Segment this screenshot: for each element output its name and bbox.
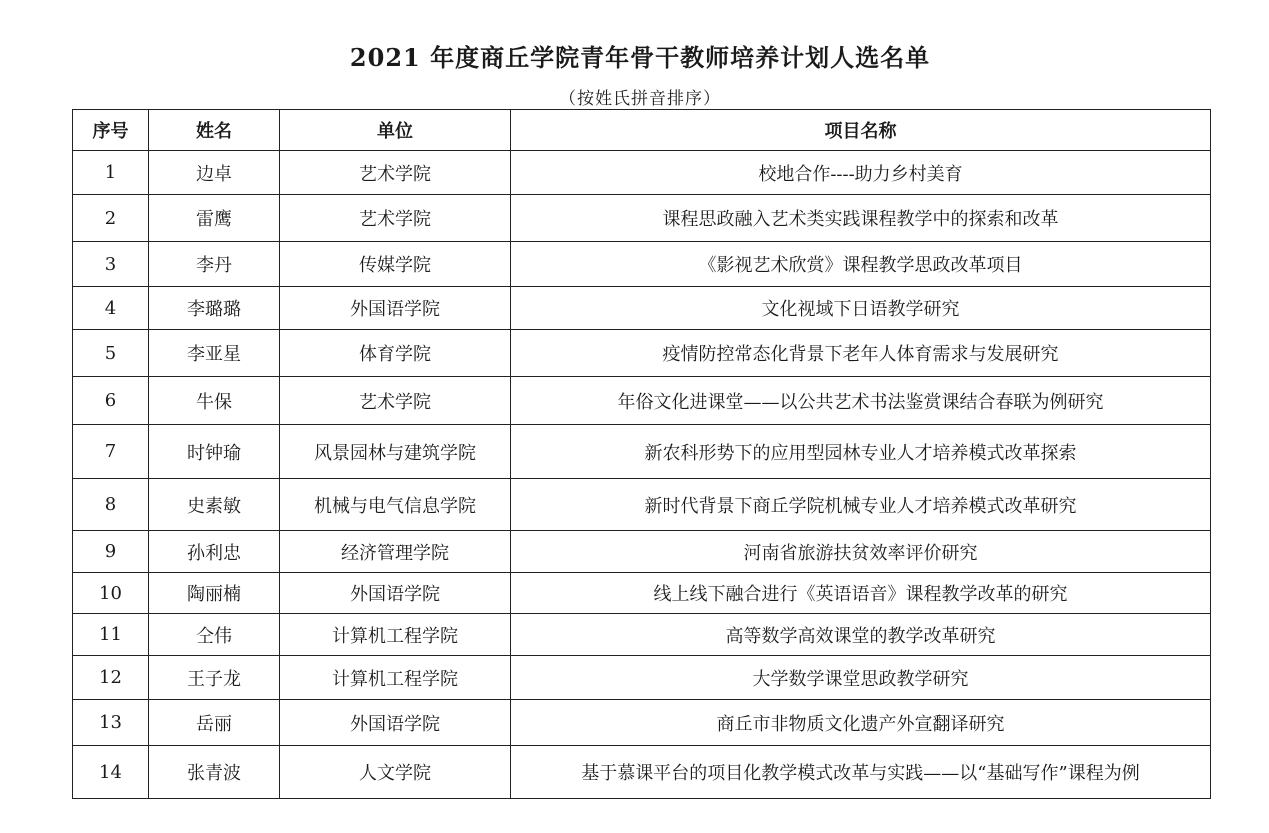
candidate-table bbox=[72, 109, 1211, 799]
header-name: 姓名 bbox=[149, 110, 280, 151]
cell-name: 边卓 bbox=[149, 151, 280, 195]
cell-project-name: 《影视艺术欣赏》课程教学思政改革项目 bbox=[511, 242, 1211, 287]
cell-unit: 艺术学院 bbox=[280, 195, 511, 242]
table-header-row bbox=[73, 110, 1211, 151]
cell-name: 李亚星 bbox=[149, 330, 280, 377]
cell-project-name: 基于慕课平台的项目化教学模式改革与实践——以“基础写作”课程为例 bbox=[511, 746, 1211, 799]
cell-project-name: 河南省旅游扶贫效率评价研究 bbox=[511, 531, 1211, 573]
cell-name: 仝伟 bbox=[149, 614, 280, 656]
cell-serial-number: 1 bbox=[73, 151, 149, 195]
cell-unit: 计算机工程学院 bbox=[280, 614, 511, 656]
header-serial-number: 序号 bbox=[73, 110, 149, 151]
cell-serial-number: 14 bbox=[73, 746, 149, 799]
cell-project-name: 年俗文化进课堂——以公共艺术书法鉴赏课结合春联为例研究 bbox=[511, 377, 1211, 425]
cell-serial-number: 7 bbox=[73, 425, 149, 479]
header-project-name: 项目名称 bbox=[511, 110, 1211, 151]
cell-serial-number: 5 bbox=[73, 330, 149, 377]
document-subtitle: （按姓氏拼音排序） bbox=[559, 89, 721, 109]
cell-unit: 风景园林与建筑学院 bbox=[280, 425, 511, 479]
cell-name: 王子龙 bbox=[149, 656, 280, 700]
cell-serial-number: 10 bbox=[73, 573, 149, 614]
cell-project-name: 文化视域下日语教学研究 bbox=[511, 287, 1211, 330]
header-unit: 单位 bbox=[280, 110, 511, 151]
table-row bbox=[73, 531, 1211, 573]
cell-unit: 计算机工程学院 bbox=[280, 656, 511, 700]
cell-project-name: 疫情防控常态化背景下老年人体育需求与发展研究 bbox=[511, 330, 1211, 377]
table-row bbox=[73, 195, 1211, 242]
cell-name: 李璐璐 bbox=[149, 287, 280, 330]
cell-serial-number: 13 bbox=[73, 700, 149, 746]
cell-name: 时钟瑜 bbox=[149, 425, 280, 479]
table-row bbox=[73, 330, 1211, 377]
cell-project-name: 高等数学高效课堂的教学改革研究 bbox=[511, 614, 1211, 656]
cell-name: 雷鹰 bbox=[149, 195, 280, 242]
cell-serial-number: 3 bbox=[73, 242, 149, 287]
table-row bbox=[73, 242, 1211, 287]
cell-unit: 机械与电气信息学院 bbox=[280, 479, 511, 531]
cell-name: 牛保 bbox=[149, 377, 280, 425]
cell-unit: 经济管理学院 bbox=[280, 531, 511, 573]
cell-unit: 外国语学院 bbox=[280, 573, 511, 614]
cell-unit: 艺术学院 bbox=[280, 151, 511, 195]
cell-unit: 外国语学院 bbox=[280, 700, 511, 746]
cell-name: 张青波 bbox=[149, 746, 280, 799]
cell-project-name: 大学数学课堂思政教学研究 bbox=[511, 656, 1211, 700]
table-row bbox=[73, 479, 1211, 531]
cell-unit: 体育学院 bbox=[280, 330, 511, 377]
cell-project-name: 商丘市非物质文化遗产外宣翻译研究 bbox=[511, 700, 1211, 746]
cell-name: 史素敏 bbox=[149, 479, 280, 531]
table-row bbox=[73, 614, 1211, 656]
table-row bbox=[73, 656, 1211, 700]
table-row bbox=[73, 700, 1211, 746]
table-row bbox=[73, 287, 1211, 330]
table-row bbox=[73, 151, 1211, 195]
table-row bbox=[73, 746, 1211, 799]
cell-serial-number: 9 bbox=[73, 531, 149, 573]
cell-name: 李丹 bbox=[149, 242, 280, 287]
cell-serial-number: 8 bbox=[73, 479, 149, 531]
cell-serial-number: 12 bbox=[73, 656, 149, 700]
cell-name: 岳丽 bbox=[149, 700, 280, 746]
cell-project-name: 线上线下融合进行《英语语音》课程教学改革的研究 bbox=[511, 573, 1211, 614]
table-row bbox=[73, 425, 1211, 479]
cell-unit: 艺术学院 bbox=[280, 377, 511, 425]
cell-project-name: 新农科形势下的应用型园林专业人才培养模式改革探索 bbox=[511, 425, 1211, 479]
cell-project-name: 校地合作----助力乡村美育 bbox=[511, 151, 1211, 195]
cell-name: 陶丽楠 bbox=[149, 573, 280, 614]
table-row bbox=[73, 573, 1211, 614]
document-title: 2021 年度商丘学院青年骨干教师培养计划人选名单 bbox=[349, 43, 931, 72]
cell-project-name: 课程思政融入艺术类实践课程教学中的探索和改革 bbox=[511, 195, 1211, 242]
cell-unit: 外国语学院 bbox=[280, 287, 511, 330]
cell-name: 孙利忠 bbox=[149, 531, 280, 573]
cell-serial-number: 4 bbox=[73, 287, 149, 330]
cell-unit: 人文学院 bbox=[280, 746, 511, 799]
cell-unit: 传媒学院 bbox=[280, 242, 511, 287]
cell-project-name: 新时代背景下商丘学院机械专业人才培养模式改革研究 bbox=[511, 479, 1211, 531]
cell-serial-number: 2 bbox=[73, 195, 149, 242]
table-row bbox=[73, 377, 1211, 425]
cell-serial-number: 6 bbox=[73, 377, 149, 425]
cell-serial-number: 11 bbox=[73, 614, 149, 656]
